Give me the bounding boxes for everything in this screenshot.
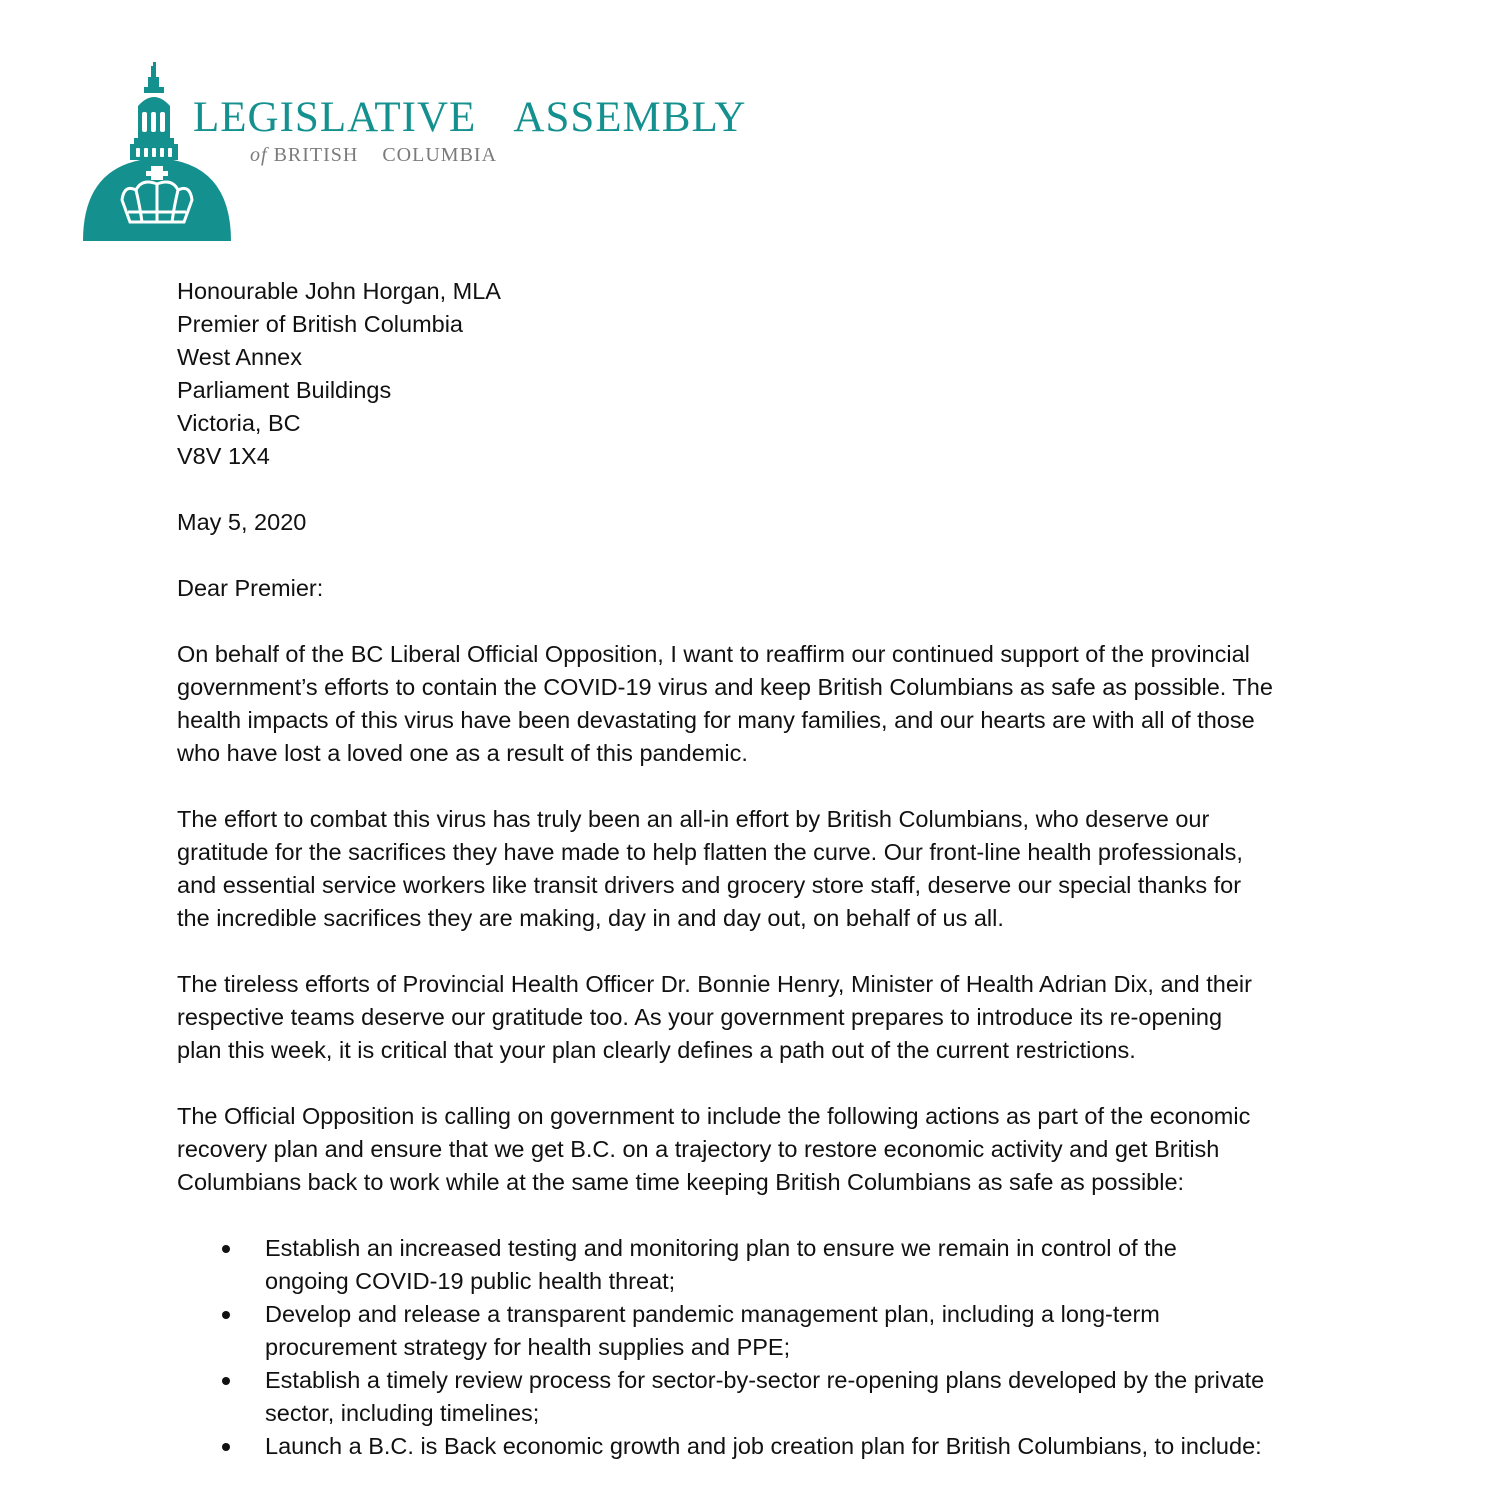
paragraph-line: who have lost a loved one as a result of this pandemic. xyxy=(177,740,748,766)
legislature-dome-crown-icon xyxy=(80,62,235,244)
paragraph-line: and essential service workers like transit drivers and grocery store staff, deserve our special thanks for xyxy=(177,872,1242,898)
letter-body xyxy=(177,275,1327,1463)
paragraph-line: recovery plan and ensure that we get B.C. on a trajectory to restore economic activity and get British xyxy=(177,1136,1220,1162)
paragraph-1 xyxy=(177,638,1327,770)
letter-date: May 5, 2020 xyxy=(177,509,307,535)
list-item xyxy=(177,1364,1327,1430)
recipient-address xyxy=(177,275,1327,473)
paragraph-3 xyxy=(177,968,1327,1067)
paragraph-line: Columbians back to work while at the same time keeping British Columbians as safe as possible: xyxy=(177,1169,1185,1195)
paragraph-line: the incredible sacrifices they are making, day in and day out, on behalf of us all. xyxy=(177,905,1004,931)
paragraph-line: gratitude for the sacrifices they have made to help flatten the curve. Our front-line health professionals, xyxy=(177,839,1243,865)
list-item-line: sector, including timelines; xyxy=(265,1400,540,1426)
salutation: Dear Premier: xyxy=(177,575,324,601)
paragraph-4 xyxy=(177,1100,1327,1199)
address-line: V8V 1X4 xyxy=(177,443,270,469)
bullet-icon xyxy=(222,1443,230,1451)
list-item-line: Establish a timely review process for sector-by-sector re-opening plans developed by the private xyxy=(265,1367,1265,1393)
bullet-icon xyxy=(222,1377,230,1385)
paragraph-line: The tireless efforts of Provincial Health Officer Dr. Bonnie Henry, Minister of Health Adrian Dix, and their xyxy=(177,971,1252,997)
address-line: Honourable John Horgan, MLA xyxy=(177,278,501,304)
list-item xyxy=(177,1430,1327,1463)
letterhead-subtitle xyxy=(250,142,497,168)
letterhead-title: LEGISLATIVE ASSEMBLY xyxy=(193,94,747,141)
list-item-line: Develop and release a transparent pandemic management plan, including a long-term xyxy=(265,1301,1160,1327)
list-item-line: ongoing COVID-19 public health threat; xyxy=(265,1268,676,1294)
paragraph-line: The effort to combat this virus has truly been an all-in effort by British Columbians, who deserve our xyxy=(177,806,1210,832)
letterhead-province: BRITISH COLUMBIA xyxy=(273,144,498,166)
paragraph-line: government’s efforts to contain the COVID-19 virus and keep British Columbians as safe as possible. The xyxy=(177,674,1273,700)
bullet-icon xyxy=(222,1245,230,1253)
list-item-line: Establish an increased testing and monitoring plan to ensure we remain in control of the xyxy=(265,1235,1177,1261)
paragraph-2 xyxy=(177,803,1327,935)
paragraph-line: On behalf of the BC Liberal Official Opposition, I want to reaffirm our continued support of the provincial xyxy=(177,641,1250,667)
paragraph-line: health impacts of this virus have been devastating for many families, and our hearts are with all of those xyxy=(177,707,1255,733)
list-item xyxy=(177,1298,1327,1364)
address-line: Parliament Buildings xyxy=(177,377,392,403)
paragraph-line: respective teams deserve our gratitude too. As your government prepares to introduce its re-opening xyxy=(177,1004,1223,1030)
letterhead-of-word: of xyxy=(250,144,268,166)
list-item-line: Launch a B.C. is Back economic growth and job creation plan for British Columbians, to include: xyxy=(265,1433,1262,1459)
address-line: West Annex xyxy=(177,344,302,370)
bullet-icon xyxy=(222,1311,230,1319)
address-line: Premier of British Columbia xyxy=(177,311,464,337)
address-line: Victoria, BC xyxy=(177,410,301,436)
list-item xyxy=(177,1232,1327,1298)
letterhead xyxy=(80,62,780,247)
list-item-line: procurement strategy for health supplies and PPE; xyxy=(265,1334,791,1360)
paragraph-line: The Official Opposition is calling on government to include the following actions as part of the economic xyxy=(177,1103,1251,1129)
action-list xyxy=(177,1232,1327,1463)
paragraph-line: plan this week, it is critical that your plan clearly defines a path out of the current restrictions. xyxy=(177,1037,1136,1063)
